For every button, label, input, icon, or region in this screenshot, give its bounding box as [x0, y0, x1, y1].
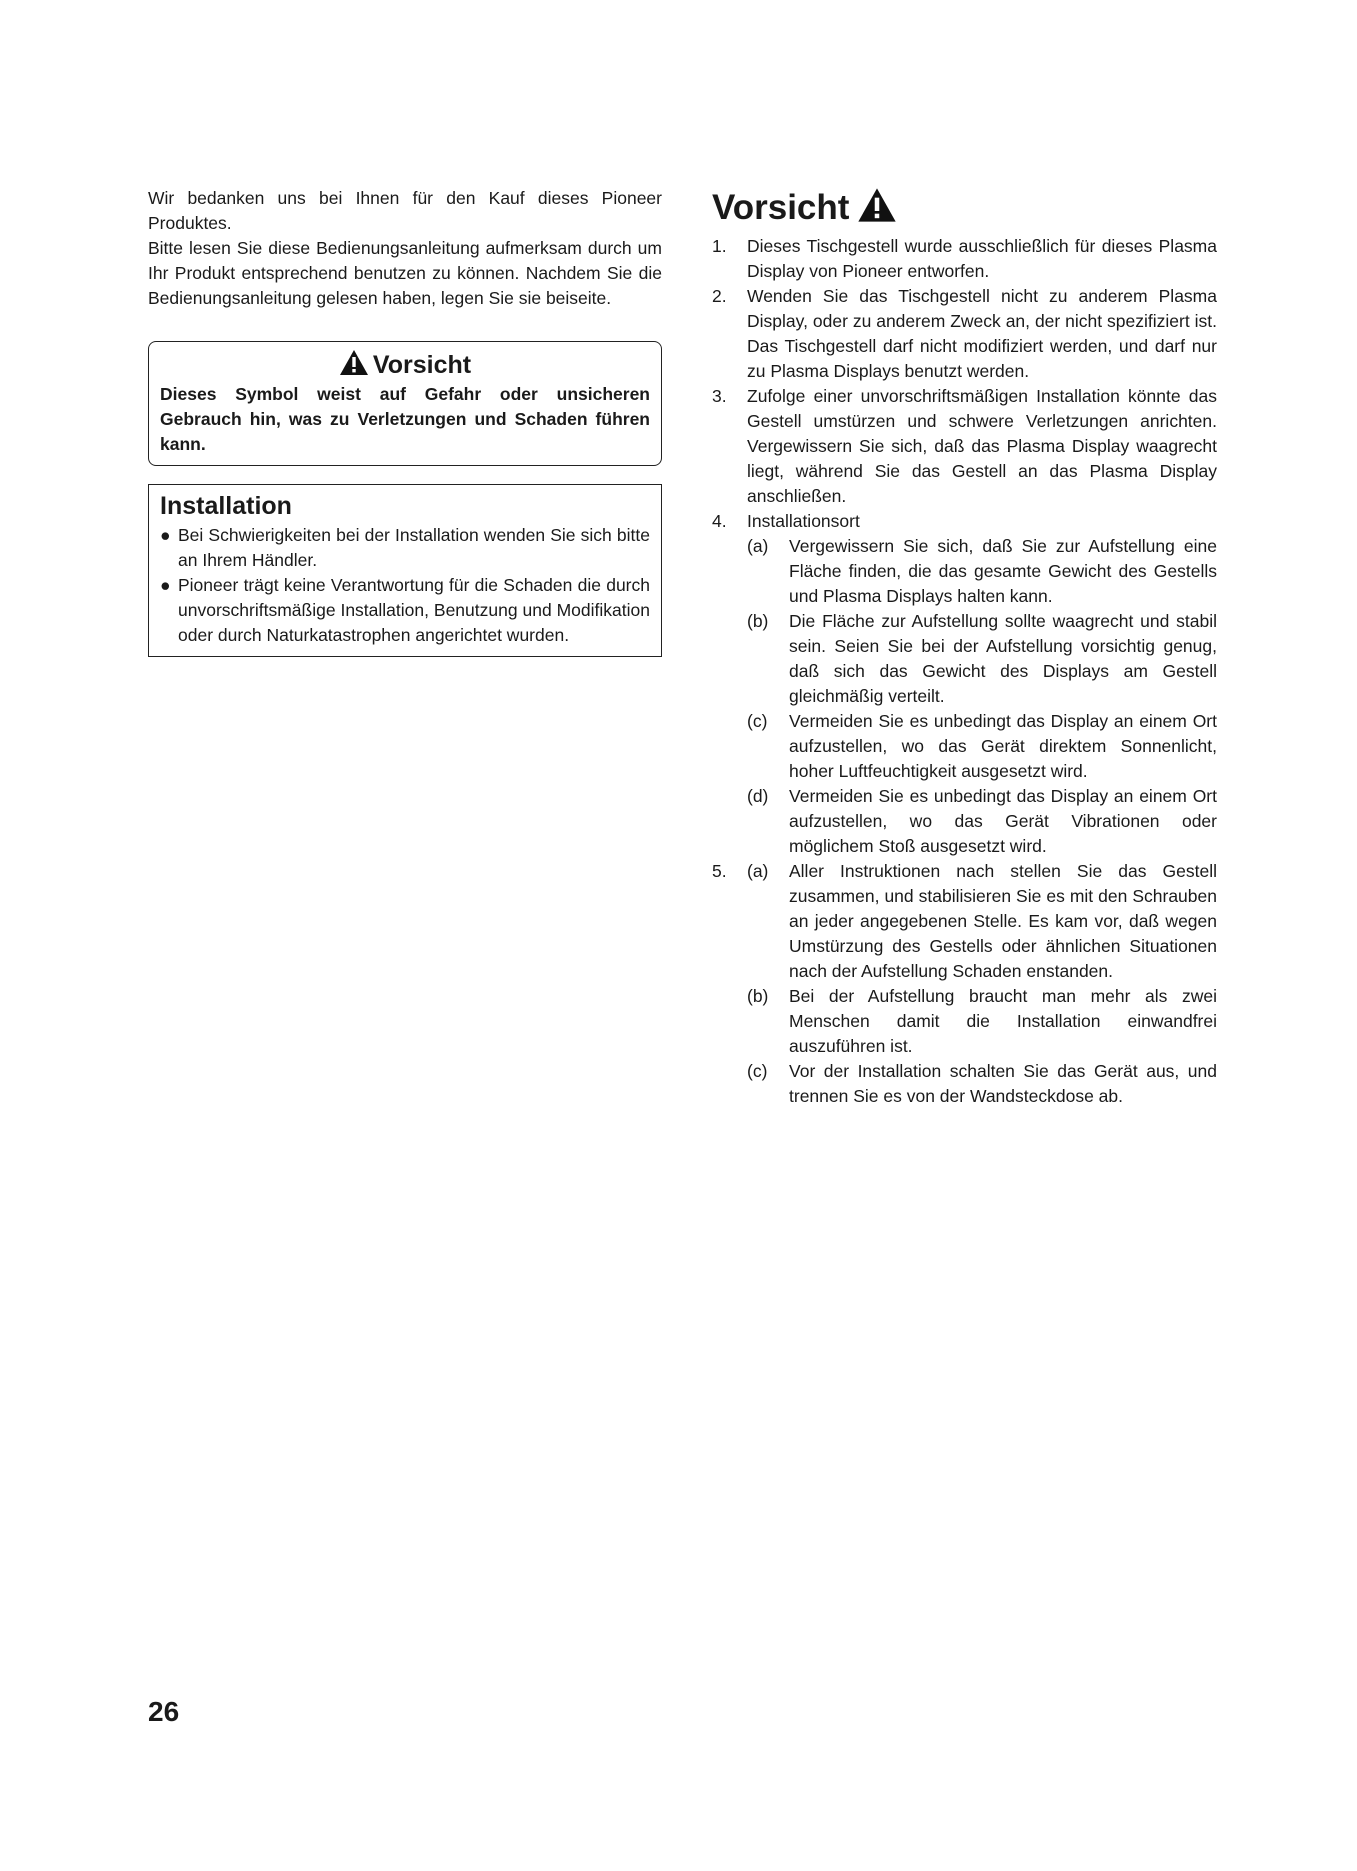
sub-item-letter: (c) [747, 711, 768, 731]
sub-item [747, 784, 1217, 859]
sub-item [747, 984, 1217, 1059]
list-item [712, 234, 1217, 284]
list-item-number: 2. [712, 286, 727, 306]
intro-text [148, 186, 662, 311]
sub-item-text: Aller Instruktionen nach stellen Sie das Gestell zusammen, und stabilisieren Sie es mit den Schrauben an jeder angegebenen Stelle. Es kam vor, daß wegen Umstürzung des Gestells oder ähnlichen Situationen nach der Aufstellung Schaden enstanden. [789, 861, 1217, 981]
installation-title: Installation [160, 492, 292, 520]
sub-item-text: Bei der Aufstellung braucht man mehr als zwei Menschen damit die Installation einwandfrei auszuführen ist. [789, 986, 1217, 1056]
page-number: 26 [148, 1696, 180, 1727]
sub-item-letter: (d) [747, 786, 769, 806]
list-item-text: Installationsort [747, 511, 860, 531]
list-item-number: 1. [712, 236, 727, 256]
sub-item-text: Die Fläche zur Aufstellung sollte waagrecht und stabil sein. Seien Sie bei der Aufstellung vorsichtig genug, daß sich das Gewicht des Displays am Gestell gleichmäßig verteilt. [789, 611, 1217, 706]
intro-paragraph-1: Wir bedanken uns bei Ihnen für den Kauf dieses Pioneer Produktes. [148, 188, 662, 233]
sub-item-letter: (b) [747, 986, 769, 1006]
intro-paragraph-2: Bitte lesen Sie diese Bedienungsanleitung aufmerksam durch um Ihr Produkt entsprechend benutzen zu können. Nachdem Sie die Bedienungsanleitung gelesen haben, legen Sie sie beiseite. [148, 238, 662, 308]
sub-item-text: Vergewissern Sie sich, daß Sie zur Aufstellung eine Fläche finden, die das gesamte Gewicht des Gestells und Plasma Displays halten kann. [789, 536, 1217, 606]
list-item-text: Wenden Sie das Tischgestell nicht zu anderem Plasma Display, oder zu anderem Zweck an, der nicht spezifiziert ist. Das Tischgestell darf nicht modifiziert werden, und darf nur zu Plasma Displays benutzt werden. [747, 286, 1217, 381]
list-item [712, 384, 1217, 509]
bullet-icon: ● [160, 575, 171, 595]
right-column [712, 186, 1217, 1109]
list-item-number: 3. [712, 386, 727, 406]
sub-item-text: Vor der Installation schalten Sie das Gerät aus, und trennen Sie es von der Wandsteckdose ab. [789, 1061, 1217, 1106]
caution-box [148, 341, 662, 466]
caution-box-heading [160, 348, 650, 382]
warning-triangle-icon [339, 349, 369, 376]
installation-list [160, 523, 650, 648]
installation-bullet-text: Bei Schwierigkeiten bei der Installation wenden Sie sich bitte an Ihrem Händler. [178, 525, 650, 570]
vorsicht-title: Vorsicht [712, 188, 850, 227]
sub-item [747, 609, 1217, 709]
caution-box-title: Vorsicht [372, 351, 472, 379]
list-item-number: 4. [712, 511, 727, 531]
installation-bullet-item [160, 523, 650, 573]
caution-box-text: Dieses Symbol weist auf Gefahr oder unsicheren Gebrauch hin, was zu Verletzungen und Schaden führen kann. [160, 384, 650, 454]
sub-item-letter: (a) [747, 861, 769, 881]
bullet-icon: ● [160, 525, 171, 545]
list-item-text: Dieses Tischgestell wurde ausschließlich für dieses Plasma Display von Pioneer entworfen. [747, 236, 1217, 281]
sub-item [747, 859, 1217, 984]
sub-item [747, 1059, 1217, 1109]
installation-box [148, 484, 662, 657]
installation-bullet-item [160, 573, 650, 648]
sub-item-letter: (b) [747, 611, 769, 631]
warning-triangle-icon [857, 187, 897, 223]
list-item-text: Zufolge einer unvorschriftsmäßigen Installation könnte das Gestell umstürzen und schwere Verletzungen anrichten. Vergewissern Sie sich, daß das Plasma Display waagrecht liegt, während Sie das Gestell an das Plasma Display anschließen. [747, 386, 1217, 506]
sub-item-letter: (c) [747, 1061, 768, 1081]
list-item [712, 509, 1217, 859]
list-item [712, 859, 1217, 1109]
list-item [712, 284, 1217, 384]
sub-item-text: Vermeiden Sie es unbedingt das Display an einem Ort aufzustellen, wo das Gerät direktem Sonnenlicht, hoher Luftfeuchtigkeit ausgesetzt wird. [789, 711, 1217, 781]
vorsicht-heading [712, 186, 1217, 230]
vorsicht-list [712, 234, 1217, 1109]
list-item-number: 5. [712, 861, 727, 881]
sub-item-text: Vermeiden Sie es unbedingt das Display an einem Ort aufzustellen, wo das Gerät Vibrationen oder möglichem Stoß ausgesetzt wird. [789, 786, 1217, 856]
sub-item [747, 534, 1217, 609]
left-column [148, 186, 662, 657]
sub-item-letter: (a) [747, 536, 769, 556]
sub-item [747, 709, 1217, 784]
installation-bullet-text: Pioneer trägt keine Verantwortung für die Schaden die durch unvorschriftsmäßige Installation, Benutzung und Modifikation oder durch Naturkatastrophen angerichtet wurden. [178, 575, 650, 645]
